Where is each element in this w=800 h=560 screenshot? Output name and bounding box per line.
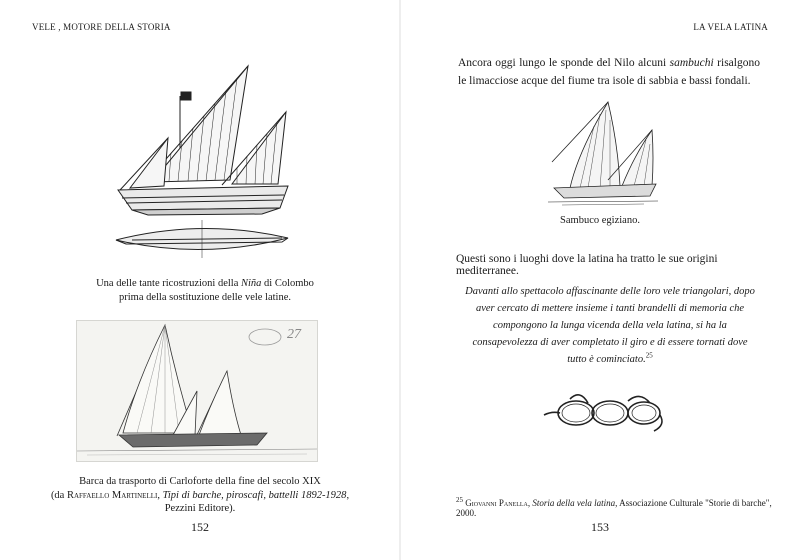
footnote-author: Giovanni Panella [465, 498, 528, 508]
running-head-left: VELE , MOTORE DELLA STORIA [32, 22, 171, 32]
carloforte-boat-plate [76, 320, 318, 462]
footnote: $^{25}$ Giovanni Panella, Storia della vela latina, Associazione Culturale "Storie di barche", 2000. [456, 496, 772, 518]
rope-knot-illustration [540, 385, 670, 440]
footnote-reference[interactable]: 25 [645, 351, 653, 360]
nina-ship-illustration [112, 60, 292, 270]
caption-author: Raffaello Martinelli [66, 489, 158, 501]
plate-number: 27 [287, 327, 301, 342]
page-number-left: 152 [191, 520, 209, 534]
running-head-right: LA VELA LATINA [693, 22, 768, 32]
right-page [400, 0, 800, 560]
carloforte-boat-illustration [77, 321, 317, 461]
body-paragraph: Questi sono i luoghi dove la latina ha tratto le sue origini mediterranee. [456, 253, 718, 277]
sambuco-illustration [548, 100, 658, 208]
block-quote: Davanti allo spettacolo affascinante delle loro vele triangolari, dopo aver cercato di mettere insieme i tanti brandelli di memoria che compongono la lunga vicenda della vela latina, si ha la consapevolezza di aver completato il giro e di essere tornati dove tutto è cominciato.$^{25}$ [465, 286, 755, 365]
intro-paragraph: Ancora oggi lungo le sponde del Nilo alcuni sambuchi risalgono le limacciose acque del fiume tra isole di sabbia e bassi fondali. [458, 57, 760, 87]
figure-caption-carloforte: Barca da trasporto di Carloforte della fine del secolo XIX (da Raffaello Martinelli, Tipi di barche, piroscafi, battelli 1892-1928, Pezzini Editore). [50, 476, 350, 514]
page-number-right: 153 [591, 520, 609, 534]
figure-caption-nina: Una delle tante ricostruzioni della Niña di Colombo prima della sostituzione delle vele latine. [96, 278, 314, 303]
figure-caption-sambuco: Sambuco egiziano. [560, 215, 640, 226]
